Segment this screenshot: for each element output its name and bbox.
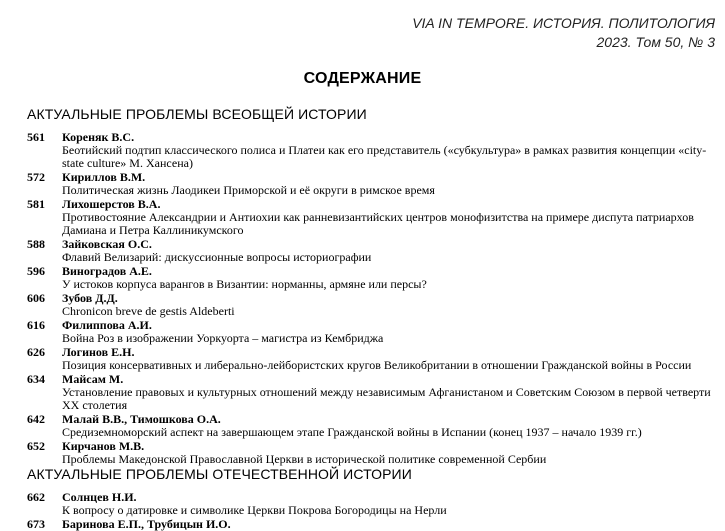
toc-entry[interactable] [0, 291, 725, 318]
author: Малай В.В., Тимошкова О.А. [62, 412, 221, 426]
page-number: 581 [27, 197, 45, 211]
page-number: 606 [27, 291, 45, 305]
author: Кириллов В.М. [62, 170, 146, 184]
toc-entry[interactable] [0, 170, 725, 197]
article-title[interactable]: Флавий Велизарий: дискуссионные вопросы историографии [62, 250, 372, 264]
toc-list-national-history [0, 490, 725, 531]
article-title[interactable]: Позиция консервативных и либерально-лейбористских кругов Великобритании в отношении Гражданской войны в России [62, 358, 692, 372]
article-title[interactable]: К вопросу о датировке и символике Церкви Покрова Богородицы на Нерли [62, 503, 447, 517]
author: Лихошерстов В.А. [62, 197, 161, 211]
article-title[interactable]: Проблемы Македонской Православной Церкви в исторической политике современной Сербии [62, 452, 547, 466]
author: Кореняк В.С. [62, 130, 135, 144]
article-title[interactable]: Установление правовых и культурных отношений между независимым Афганистаном и Советским Союзом в первой четверти XX столетия [62, 385, 711, 412]
page-number: 572 [27, 170, 45, 184]
article-title[interactable]: Chronicon breve de gestis Aldeberti [62, 304, 235, 318]
article-title[interactable]: Беотийский подтип классического полиса и Платеи как его представитель («субкультура» в рамках развития концепции «city-state culture» М. Хансена) [62, 143, 707, 170]
page-number: 662 [27, 490, 45, 504]
journal-name: VIA IN TEMPORE. ИСТОРИЯ. ПОЛИТОЛОГИЯ [412, 15, 715, 31]
toc-entry[interactable] [0, 439, 725, 466]
page-number: 626 [27, 345, 45, 359]
page-number: 616 [27, 318, 45, 332]
toc-entry[interactable] [0, 372, 725, 412]
author: Логинов Е.Н. [62, 345, 135, 359]
toc-entry[interactable] [0, 318, 725, 345]
author: Солнцев Н.И. [62, 490, 137, 504]
journal-header [412, 14, 715, 52]
page-number: 652 [27, 439, 45, 453]
article-title[interactable]: Война Роз в изображении Уоркуорта – магистра из Кембриджа [62, 331, 384, 345]
author: Майсам М. [62, 372, 124, 386]
toc-entry[interactable] [0, 130, 725, 170]
page-number: 588 [27, 237, 45, 251]
author: Баринова Е.П., Трубицын И.О. [62, 517, 231, 531]
article-title[interactable]: У истоков корпуса варангов в Византии: норманны, армяне или персы? [62, 277, 427, 291]
journal-issue: 2023. Том 50, № 3 [596, 34, 715, 50]
toc-entry[interactable] [0, 264, 725, 291]
section-title-world-history: АКТУАЛЬНЫЕ ПРОБЛЕМЫ ВСЕОБЩЕЙ ИСТОРИИ [27, 106, 367, 122]
author: Зайковская О.С. [62, 237, 152, 251]
toc-entry[interactable] [0, 517, 725, 531]
author: Кирчанов М.В. [62, 439, 145, 453]
page-number: 634 [27, 372, 45, 386]
author: Филиппова А.И. [62, 318, 152, 332]
page-number: 642 [27, 412, 45, 426]
toc-entry[interactable] [0, 197, 725, 237]
author: Зубов Д.Д. [62, 291, 118, 305]
article-title[interactable]: Политическая жизнь Лаодикеи Приморской и её округи в римское время [62, 183, 435, 197]
article-title[interactable]: Средиземноморский аспект на завершающем этапе Гражданской войны в Испании (конец 1937 – начало 1939 гг.) [62, 425, 642, 439]
article-title[interactable]: Противостояние Александрии и Антиохии как ранневизантийских центров монофизитства на примере диспута патриархов Дамиана и Петра Каллиникумского [62, 210, 694, 237]
page-number: 596 [27, 264, 45, 278]
author: Виноградов А.Е. [62, 264, 152, 278]
toc-entry[interactable] [0, 345, 725, 372]
page-title: СОДЕРЖАНИЕ [303, 70, 422, 87]
toc-entry[interactable] [0, 490, 725, 517]
toc-entry[interactable] [0, 237, 725, 264]
page-number: 673 [27, 517, 45, 531]
section-title-national-history: АКТУАЛЬНЫЕ ПРОБЛЕМЫ ОТЕЧЕСТВЕННОЙ ИСТОРИИ [27, 466, 412, 482]
toc-list-world-history [0, 130, 725, 466]
page-number: 561 [27, 130, 45, 144]
toc-entry[interactable] [0, 412, 725, 439]
